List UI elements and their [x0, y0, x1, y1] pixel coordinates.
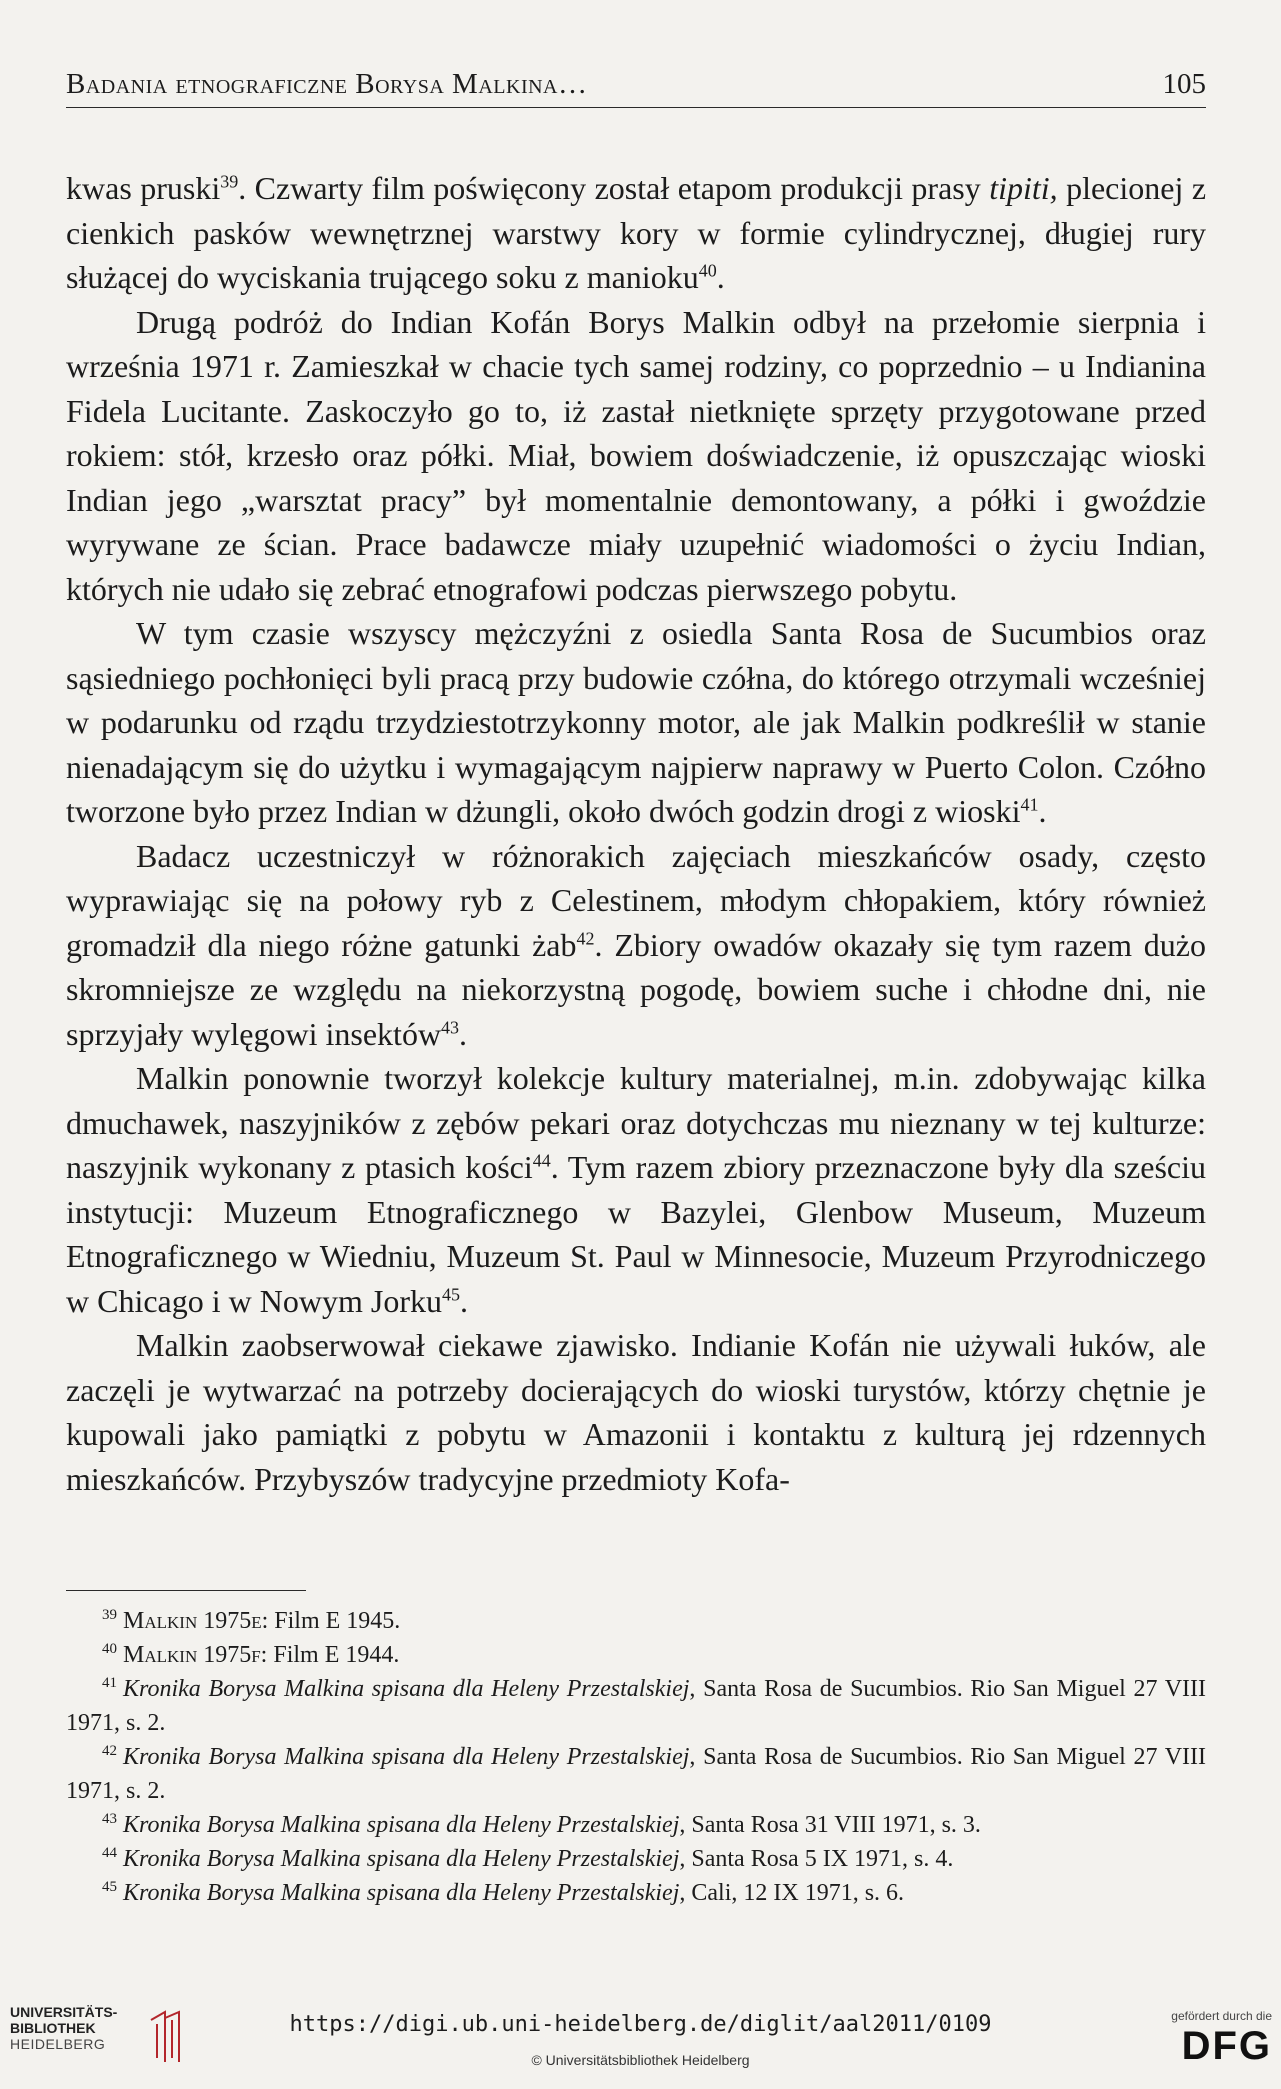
footnote	[66, 1604, 1206, 1638]
footnote-ref[interactable]: 43	[441, 1016, 460, 1037]
footnote-text: , Santa Rosa 5 IX 1971, s. 4.	[679, 1846, 954, 1872]
footnote-number: 42	[102, 1743, 117, 1759]
paragraph	[66, 166, 1206, 300]
text-run: .	[716, 259, 725, 295]
text-run: . Zbiory owadów okazały się tym razem dużo skromniejsze ze względu na niekorzystną pogodę, bowiem suche i chłodne dni, nie sprzyjały wylęgowi insektów	[66, 926, 1207, 1052]
running-header	[66, 66, 1206, 108]
running-title: Badania etnograficzne Borysa Malkina…	[66, 68, 588, 100]
footnote-text: : Film E 1944.	[260, 1642, 400, 1668]
text-run: W tym czasie wszyscy mężczyźni z osiedla Santa Rosa de Sucumbios oraz sąsiedniego pochłonięci byli pracą przy budowie czółna, do którego otrzymali wcześniej w podarunku od rządu trzydziestotrzykonny motor, ale jak Malkin podkreślił w stanie nienadającym się do użytku i wymagającym najpierw naprawy w Puerto Colon. Czółno tworzone było przez Indian w dżungli, około dwóch godzin drogi z wioski	[66, 615, 1206, 829]
footnote	[66, 1740, 1206, 1808]
footnote	[66, 1876, 1206, 1910]
footnote	[66, 1672, 1206, 1740]
page-number: 105	[1162, 68, 1206, 100]
copyright-notice: © Universitätsbibliothek Heidelberg	[531, 2052, 750, 2068]
footnote-number: 43	[102, 1811, 117, 1827]
text-run: .	[459, 1282, 468, 1319]
footnote-ref[interactable]: 39	[220, 171, 239, 192]
footnote-title: Kronika Borysa Malkina spisana dla Heleny Przestalskiej	[123, 1846, 680, 1872]
footnote-ref[interactable]: 41	[1020, 794, 1039, 815]
text-run: Badacz uczestniczył w różnorakich zajęciach mieszkańców osady, często wyprawiając się na połowy ryb z Celestinem, młodym chłopakiem, który również gromadził dla niego różne gatunki żab	[66, 837, 1206, 963]
footnote-text: , Santa Rosa de Sucumbios. Rio San Miguel 27 VIII 1971, s. 2.	[66, 1676, 1207, 1736]
footnote-title: Kronika Borysa Malkina spisana dla Heleny Przestalskiej	[123, 1812, 680, 1838]
text-run: .	[1038, 793, 1047, 829]
footnote-ref[interactable]: 44	[532, 1150, 551, 1171]
footnote-text: , Santa Rosa 31 VIII 1971, s. 3.	[679, 1812, 981, 1838]
text-run: Malkin zaobserwował ciekawe zjawisko. Indianie Kofán nie używali łuków, ale zaczęli je wytwarzać na potrzeby docierających do wioski turystów, którzy chętnie je kupowali jako pamiątki z pobytu w Amazonii i kontaktu z kulturą jej rdzennych mieszkańców. Przybyszów tradycyjne przedmioty Kofa-	[66, 1327, 1206, 1497]
footnote	[66, 1842, 1206, 1876]
footnote-number: 45	[102, 1879, 117, 1895]
footnote	[66, 1808, 1206, 1842]
funder-name: DFG	[1181, 2024, 1272, 2068]
dfg-logo	[1136, 2008, 1272, 2078]
paragraph	[66, 1056, 1206, 1323]
footnote-number: 39	[102, 1607, 117, 1623]
text-run: kwas pruski	[66, 170, 221, 206]
paragraph	[66, 834, 1206, 1057]
footnote-number: 44	[102, 1845, 117, 1861]
library-name-line: BIBLIOTHEK	[10, 2020, 96, 2036]
footnote-text: , Cali, 12 IX 1971, s. 6.	[679, 1880, 905, 1906]
text-run: .	[459, 1015, 468, 1052]
body-text	[66, 166, 1206, 1501]
italic-term: tipiti,	[989, 170, 1058, 206]
footnote-author: Malkin 1975e	[123, 1608, 262, 1634]
paragraph	[66, 1323, 1206, 1501]
paragraph	[66, 300, 1206, 612]
library-name-line: UNIVERSITÄTS-	[10, 2004, 118, 2020]
text-run: . Tym razem zbiory przeznaczone były dla sześciu instytucji: Muzeum Etnograficznego w Bazylei, Glenbow Museum, Muzeum Etnograficznego w Wiedniu, Muzeum St. Paul w Minnesocie, Muzeum Przyrodniczego w Chicago i w Nowym Jorku	[66, 1149, 1207, 1319]
footnote-number: 41	[102, 1675, 117, 1691]
footnote-separator	[66, 1590, 306, 1591]
footnote-title: Kronika Borysa Malkina spisana dla Heleny Przestalskiej	[123, 1676, 690, 1702]
funder-caption: gefördert durch die	[1171, 2009, 1272, 2023]
footnote-text: : Film E 1945.	[261, 1608, 401, 1634]
footnote-author: Malkin 1975f	[123, 1642, 261, 1668]
footnotes	[66, 1604, 1206, 1910]
footnote-ref[interactable]: 45	[441, 1283, 460, 1304]
footnote-number: 40	[102, 1641, 117, 1657]
permalink-url[interactable]: https://digi.ub.uni-heidelberg.de/diglit/aal2011/0109	[289, 2012, 992, 2037]
text-run: Malkin ponownie tworzył kolekcje kultury materialnej, m.in. zdobywając kilka dmuchawek, naszyjników z zębów pekari oraz dotychczas mu nieznany w tej kulturze: naszyjnik wykonany z ptasich kości	[66, 1060, 1206, 1185]
text-run: Drugą podróż do Indian Kofán Borys Malkin odbył na przełomie sierpnia i września 1971 r. Zamieszkał w chacie tych samej rodziny, co poprzednio – u Indianina Fidela Lucitante. Zaskoczyło go to, iż zastał nietknięte sprzęty przygotowane przed rokiem: stół, krzesło oraz półki. Miał, bowiem doświadczenie, iż opuszczając wioski Indian jego „warsztat pracy” był momentalnie demontowany, a półki i gwoździe wyrywane ze ścian. Prace badawcze miały uzupełnić wiadomości o życiu Indian, których nie udało się zebrać etnografowi podczas pierwszego pobytu.	[66, 303, 1206, 607]
footnote-ref[interactable]: 40	[698, 260, 717, 281]
paragraph	[66, 611, 1206, 834]
text-run: . Czwarty film poświęcony został etapom produkcji prasy	[238, 170, 990, 206]
footnote-text: , Santa Rosa de Sucumbios. Rio San Miguel 27 VIII 1971, s. 2.	[66, 1744, 1207, 1804]
footnote-title: Kronika Borysa Malkina spisana dla Heleny Przestalskiej	[123, 1880, 680, 1906]
footnote-title: Kronika Borysa Malkina spisana dla Heleny Przestalskiej	[123, 1744, 690, 1770]
footnote-ref[interactable]: 42	[576, 927, 595, 948]
library-name-line: HEIDELBERG	[10, 2036, 106, 2052]
text-run: plecionej z cienkich pasków wewnętrznej warstwy kory w formie cylindrycznej, długiej rury służącej do wyciskania trującego soku z manioku	[66, 170, 1207, 295]
footnote	[66, 1638, 1206, 1672]
